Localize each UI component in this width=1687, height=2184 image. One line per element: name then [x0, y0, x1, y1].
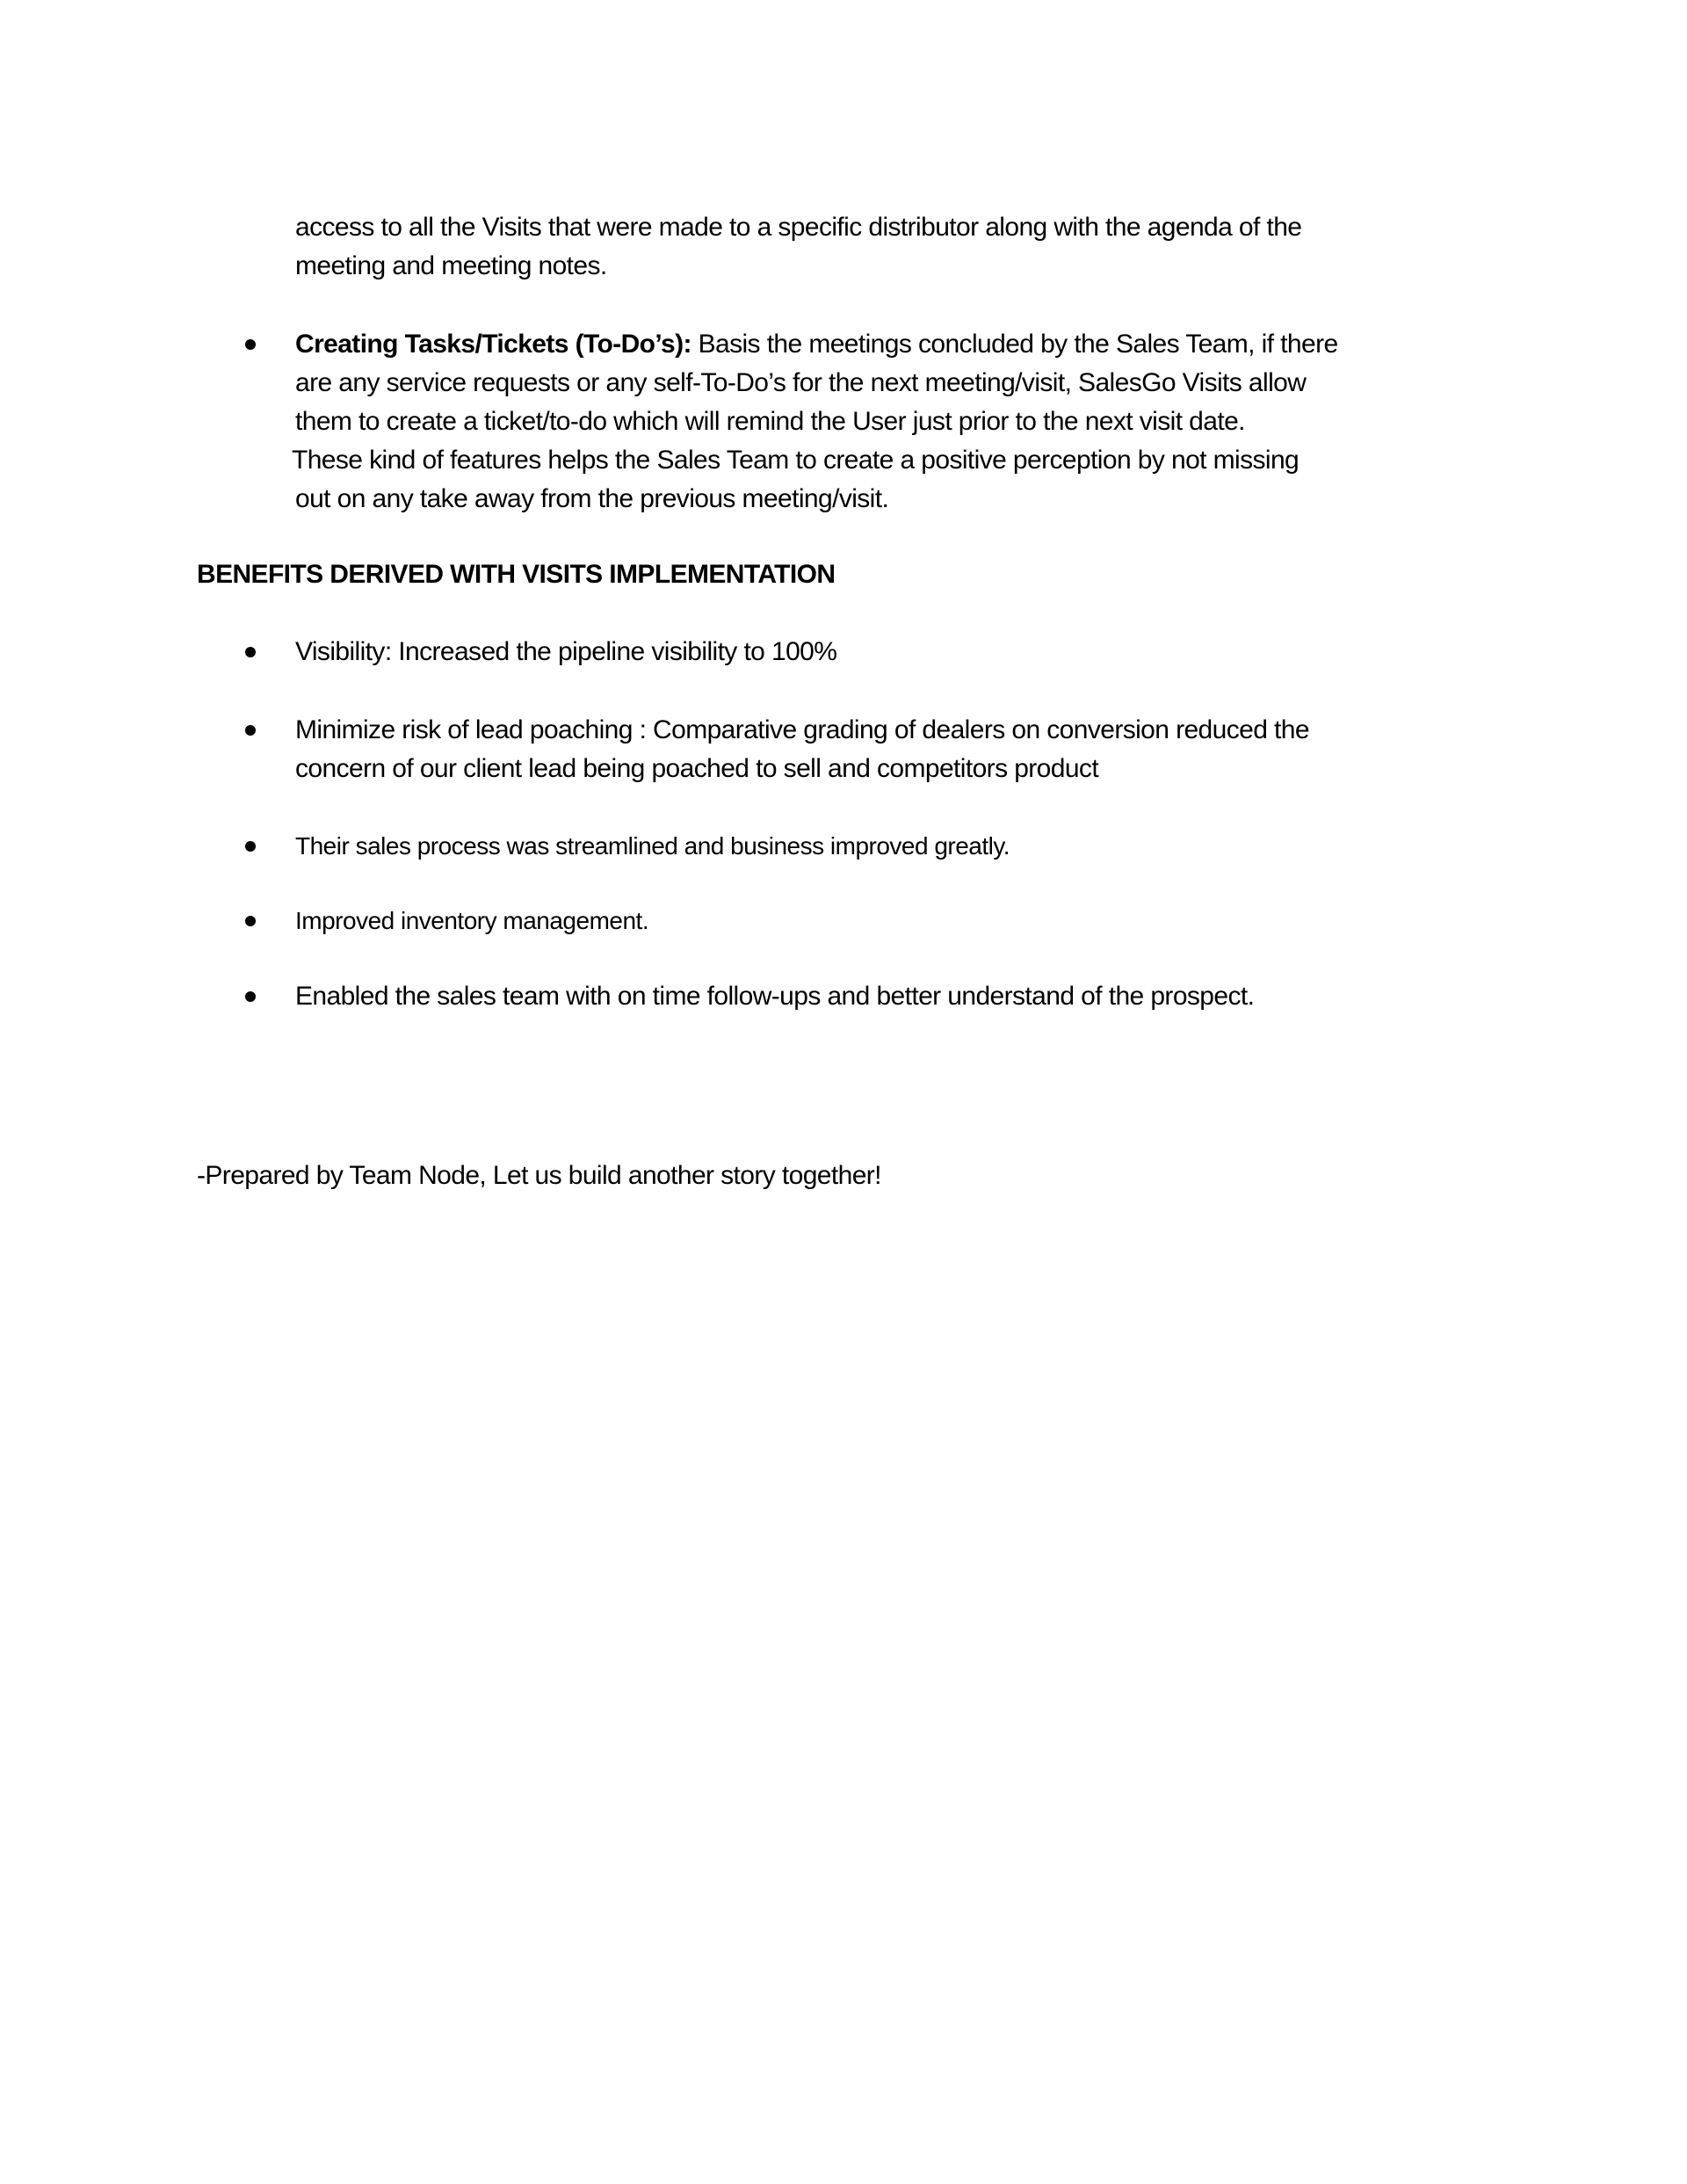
benefit-item: Their sales process was streamlined and business improved greatly.	[295, 832, 1010, 860]
feature-bullet-line: out on any take away from the previous meeting/visit.	[295, 484, 889, 513]
paragraph-line: access to all the Visits that were made to a specific distributor along with the agenda of the	[295, 213, 1302, 242]
bullet-icon	[245, 916, 256, 926]
bullet-icon	[245, 841, 256, 852]
benefit-item: Improved inventory management.	[295, 907, 649, 934]
feature-bullet-label: Creating Tasks/Tickets (To-Do’s):	[295, 330, 691, 359]
benefit-item-line: concern of our client lead being poached to sell and competitors product	[295, 754, 1099, 783]
section-heading: BENEFITS DERIVED WITH VISITS IMPLEMENTATION	[197, 560, 836, 589]
bullet-icon	[245, 991, 256, 1002]
benefit-item: Minimize risk of lead poaching : Comparative grading of dealers on conversion reduced the	[295, 715, 1309, 744]
bullet-icon	[245, 339, 256, 350]
bullet-icon	[245, 647, 256, 657]
feature-bullet-text: Basis the meetings concluded by the Sales Team, if there	[691, 330, 1338, 359]
paragraph-line: meeting and meeting notes.	[295, 251, 607, 280]
bullet-icon	[245, 725, 256, 736]
feature-bullet-line: them to create a ticket/to-do which will remind the User just prior to the next visit date.	[295, 407, 1245, 436]
feature-bullet-first-line	[295, 325, 1338, 364]
feature-bullet-line: are any service requests or any self-To-Do’s for the next meeting/visit, SalesGo Visits allow	[295, 368, 1307, 397]
feature-bullet-line: These kind of features helps the Sales Team to create a positive perception by not missing	[292, 446, 1300, 475]
footer-signature: -Prepared by Team Node, Let us build another story together!	[197, 1161, 881, 1190]
benefit-item: Enabled the sales team with on time follow-ups and better understand of the prospect.	[295, 982, 1255, 1011]
benefit-item: Visibility: Increased the pipeline visibility to 100%	[295, 637, 837, 666]
